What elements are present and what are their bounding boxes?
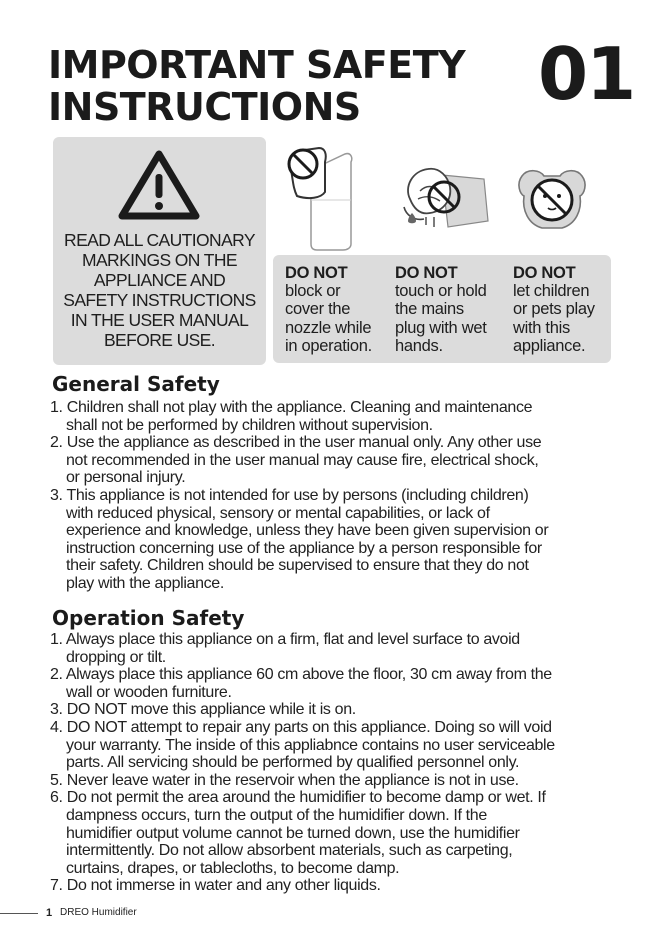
warning-triangle-icon	[116, 148, 202, 222]
no-wet-hands-plug-icon	[398, 155, 494, 235]
caution-line: READ ALL CAUTIONARY	[64, 230, 255, 250]
item-line: 7. Do not immerse in water and any other liquids.	[50, 877, 381, 895]
item-line: 1. Children shall not play with the appliance. Cleaning and maintenance	[50, 399, 533, 416]
title-line: INSTRUCTIONS	[48, 85, 361, 129]
caution-text	[53, 230, 266, 350]
item-line: 6. Do not permit the area around the humidifier to become damp or wet. If	[50, 789, 546, 807]
item-line: instruction concerning use of the appliance by a person responsible for	[66, 539, 542, 557]
page-title	[48, 44, 465, 128]
item-line: with reduced physical, sensory or mental capabilities, or lack of	[66, 504, 490, 522]
item-line: not recommended in the user manual may cause fire, electrical shock,	[66, 451, 539, 469]
item-line: 3. DO NOT move this appliance while it is on.	[50, 701, 356, 719]
item-line: 2. Always place this appliance 60 cm above the floor, 30 cm away from the	[50, 666, 552, 684]
item-line: 3. This appliance is not intended for use by persons (including children)	[50, 486, 529, 504]
item-line: 2. Use the appliance as described in the user manual only. Any other use	[50, 434, 542, 452]
warning-line: nozzle while	[285, 318, 372, 337]
caution-line: APPLIANCE AND	[93, 270, 226, 290]
warning-line: hands.	[395, 336, 443, 355]
list-item	[50, 399, 620, 434]
list-item	[50, 631, 620, 666]
operation-safety-list	[50, 631, 620, 895]
operation-safety-heading: Operation Safety	[52, 606, 245, 630]
caution-line: IN THE USER MANUAL	[70, 310, 249, 330]
warning-line: appliance.	[513, 336, 586, 355]
item-line: dampness occurs, turn the output of the humidifier down. If the	[66, 806, 487, 824]
item-line: 5. Never leave water in the reservoir when the appliance is not in use.	[50, 771, 519, 789]
do-not-panel	[273, 255, 611, 363]
list-item	[50, 719, 620, 772]
item-line: 4. DO NOT attempt to repair any parts on this appliance. Doing so will void	[50, 718, 552, 736]
general-safety-heading: General Safety	[52, 372, 220, 396]
item-line: play with the appliance.	[66, 574, 224, 592]
no-cover-nozzle-icon	[285, 140, 365, 252]
item-line: your warranty. The inside of this appliabnce contains no user serviceable	[66, 736, 555, 754]
caution-box	[53, 137, 266, 365]
warning-line: touch or hold	[395, 282, 487, 301]
warning-line: let children	[513, 282, 590, 301]
item-line: or personal injury.	[66, 469, 186, 487]
caution-line: MARKINGS ON THE	[81, 250, 237, 270]
item-line: their safety. Children should be supervised to ensure that they do not	[66, 557, 529, 575]
item-line: curtains, drapes, or tablecloths, to become damp.	[66, 859, 400, 877]
warning-pets	[513, 264, 595, 355]
list-item	[50, 701, 620, 719]
warning-line: in operation.	[285, 336, 372, 355]
list-item	[50, 789, 620, 877]
list-item	[50, 772, 620, 790]
item-line: shall not be performed by children without supervision.	[66, 416, 433, 434]
item-line: experience and knowledge, unless they have been given supervision or	[66, 522, 549, 540]
title-line: IMPORTANT SAFETY	[48, 43, 466, 87]
item-line: parts. All servicing should be performed by qualified personnel only.	[66, 754, 520, 772]
footer-page-number: 1	[46, 907, 53, 919]
warning-line: or pets play	[513, 300, 595, 319]
warning-line: the mains	[395, 300, 464, 319]
item-line: 1. Always place this appliance on a firm, flat and level surface to avoid	[50, 631, 520, 648]
section-number: 01	[538, 32, 635, 116]
item-line: wall or wooden furniture.	[66, 683, 232, 701]
warning-nozzle	[285, 264, 372, 355]
general-safety-list	[50, 399, 620, 593]
item-line: humidifier output volume cannot be turned down, use the humidifier	[66, 824, 520, 842]
list-item	[50, 434, 620, 487]
warning-wet-hands	[395, 264, 487, 355]
warning-line: plug with wet	[395, 318, 487, 337]
list-item	[50, 877, 620, 895]
warning-line: cover the	[285, 300, 351, 319]
warning-heading: DO NOT	[395, 264, 458, 282]
item-line: dropping or tilt.	[66, 648, 166, 666]
list-item	[50, 487, 620, 593]
footer-rule	[0, 913, 38, 914]
footer-brand: DREO Humidifier	[60, 907, 137, 918]
no-pets-icon	[514, 166, 590, 232]
caution-line: BEFORE USE.	[103, 330, 216, 350]
warning-heading: DO NOT	[513, 264, 576, 282]
warning-line: block or	[285, 282, 341, 301]
item-line: intermittently. Do not allow absorbent materials, such as carpeting,	[66, 842, 513, 860]
caution-line: SAFETY INSTRUCTIONS	[63, 290, 256, 310]
warning-line: with this	[513, 318, 570, 337]
list-item	[50, 666, 620, 701]
warning-heading: DO NOT	[285, 264, 348, 282]
